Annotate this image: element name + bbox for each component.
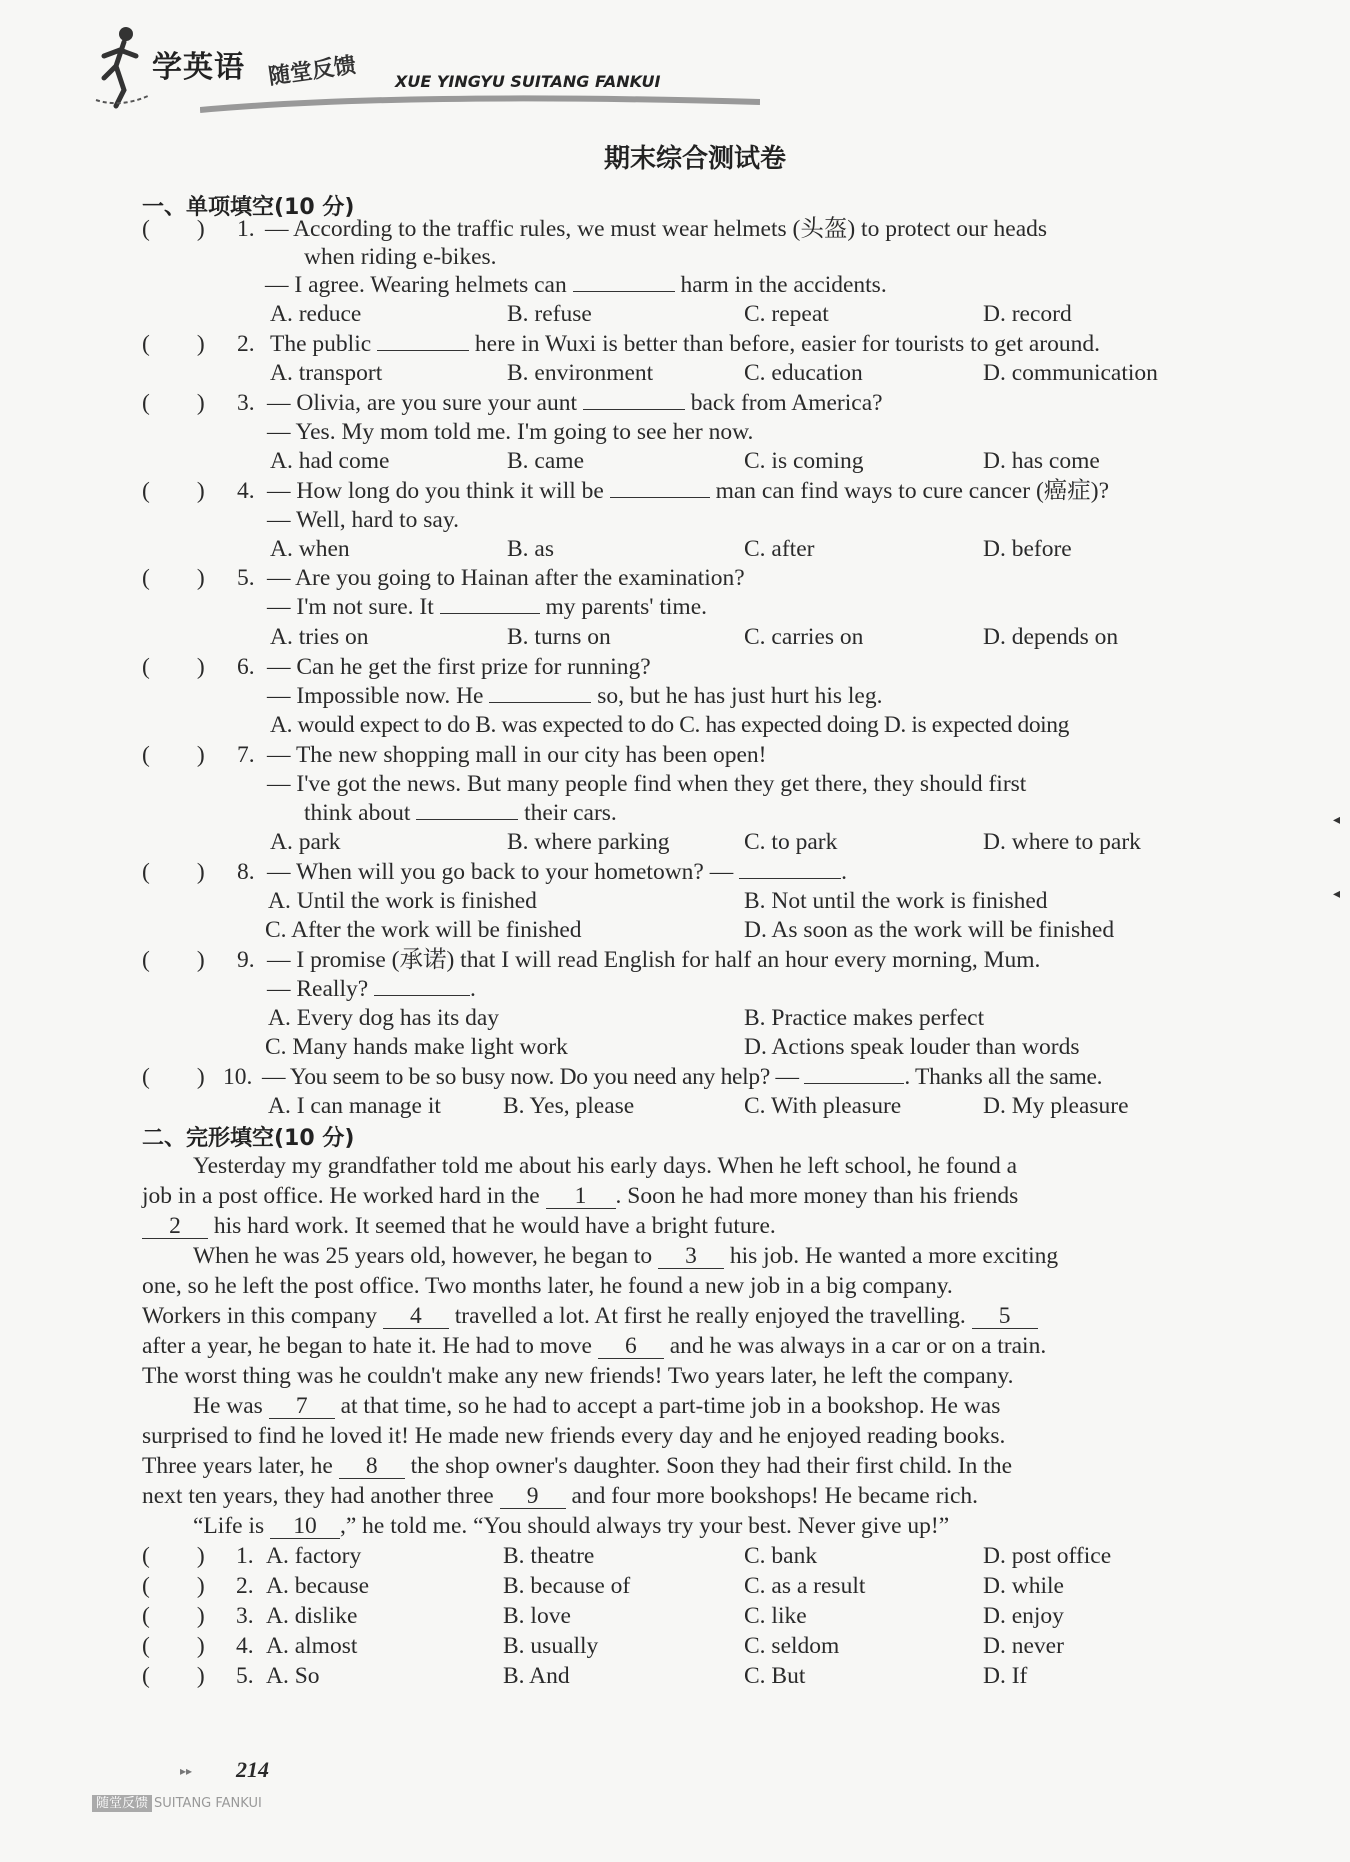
- option: B. refuse: [507, 301, 592, 327]
- option: A. because: [266, 1573, 370, 1599]
- option: D. As soon as the work will be finished: [744, 917, 1115, 943]
- option: C. But: [744, 1663, 806, 1689]
- question-text: The public here in Wuxi is better than before, easier for tourists to get around.: [270, 331, 1100, 357]
- question-number: 4.: [236, 1633, 254, 1659]
- question-text: — Well, hard to say.: [267, 507, 459, 533]
- option: A. when: [270, 536, 350, 562]
- option: B. Not until the work is finished: [744, 888, 1048, 914]
- passage-line: Workers in this company 4 travelled a lot. At first he really enjoyed the travelling. 5: [142, 1301, 1038, 1331]
- question-number: 9.: [237, 947, 255, 973]
- question-text: — You seem to be so busy now. Do you need any help? — . Thanks all the same.: [262, 1064, 1103, 1090]
- passage-line: surprised to find he loved it! He made new friends every day and he enjoyed reading books.: [142, 1423, 1006, 1449]
- answer-paren[interactable]: ( ): [142, 216, 205, 242]
- answer-blank[interactable]: [739, 878, 841, 879]
- question-number: 2.: [237, 331, 255, 357]
- answer-blank[interactable]: [573, 291, 675, 292]
- question-number: 8.: [237, 859, 255, 885]
- cloze-blank[interactable]: 9: [500, 1484, 566, 1509]
- page-number: 214: [236, 1757, 269, 1782]
- answer-blank[interactable]: [804, 1083, 904, 1084]
- option: C. After the work will be finished: [265, 917, 582, 943]
- option: B. Practice makes perfect: [744, 1005, 985, 1031]
- book-title-cn: 学英语: [152, 50, 245, 85]
- option: B. theatre: [503, 1543, 595, 1569]
- option: B. where parking: [507, 829, 670, 855]
- passage-line: 2 his hard work. It seemed that he would have a bright future.: [142, 1211, 776, 1241]
- option: A. transport: [270, 360, 383, 386]
- option: A. I can manage it: [268, 1093, 441, 1119]
- section2-heading: 二、完形填空(10 分): [142, 1126, 355, 1151]
- option: A. tries on: [270, 624, 369, 650]
- question-number: 2.: [236, 1573, 254, 1599]
- option: D. while: [983, 1573, 1064, 1599]
- option: A. almost: [266, 1633, 358, 1659]
- option: A. reduce: [270, 301, 362, 327]
- option: C. bank: [744, 1543, 818, 1569]
- answer-paren[interactable]: ( ): [142, 565, 205, 591]
- answer-paren[interactable]: ( ): [142, 1573, 205, 1599]
- book-header: [90, 20, 690, 110]
- passage-line: He was 7 at that time, so he had to accept a part-time job in a bookshop. He was: [193, 1393, 1001, 1419]
- option: A. park: [270, 829, 341, 855]
- answer-paren[interactable]: ( ): [142, 654, 205, 680]
- option: A. Every dog has its day: [268, 1005, 500, 1031]
- margin-mark-icon: ◂: [1333, 886, 1341, 902]
- option: C. as a result: [744, 1573, 866, 1599]
- page-arrows-icon: ▸▸: [180, 1764, 193, 1778]
- question-text: — How long do you think it will be man can find ways to cure cancer (癌症)?: [267, 478, 1110, 504]
- option: B. And: [503, 1663, 570, 1689]
- question-number: 5.: [237, 565, 255, 591]
- answer-paren[interactable]: ( ): [142, 390, 205, 416]
- question-text: — I agree. Wearing helmets can harm in the accidents.: [265, 272, 887, 298]
- passage-line: job in a post office. He worked hard in the 1 . Soon he had more money than his friends: [142, 1183, 1019, 1209]
- cloze-blank[interactable]: 8: [339, 1454, 405, 1479]
- option: D. has come: [983, 448, 1100, 474]
- option: D. communication: [983, 360, 1158, 386]
- answer-paren[interactable]: ( ): [142, 742, 205, 768]
- passage-line: one, so he left the post office. Two months later, he found a new job in a big company.: [142, 1273, 953, 1299]
- answer-blank[interactable]: [416, 819, 518, 820]
- option: D. before: [983, 536, 1072, 562]
- option: D. depends on: [983, 624, 1119, 650]
- option: C. education: [744, 360, 863, 386]
- question-number: 1.: [236, 1543, 254, 1569]
- option: D. Actions speak louder than words: [744, 1034, 1080, 1060]
- book-title-en: XUE YINGYU SUITANG FANKUI: [395, 72, 661, 91]
- footer-logo-en: SUITANG FANKUI: [154, 1796, 262, 1811]
- question-number: 10.: [223, 1064, 253, 1090]
- answer-paren[interactable]: ( ): [142, 1543, 205, 1569]
- cloze-blank[interactable]: 7: [269, 1394, 335, 1419]
- cloze-blank[interactable]: 10: [270, 1514, 340, 1539]
- passage-line: Yesterday my grandfather told me about his early days. When he left school, he found a: [193, 1153, 1018, 1179]
- question-number: 3.: [236, 1603, 254, 1629]
- option: A. had come: [270, 448, 390, 474]
- option: B. love: [503, 1603, 571, 1629]
- option: C. to park: [744, 829, 838, 855]
- option: C. like: [744, 1603, 807, 1629]
- option: B. usually: [503, 1633, 599, 1659]
- question-number: 7.: [237, 742, 255, 768]
- answer-paren[interactable]: ( ): [142, 478, 205, 504]
- passage-line: next ten years, they had another three 9 and four more bookshops! He became rich.: [142, 1483, 978, 1509]
- answer-blank[interactable]: [374, 995, 470, 996]
- answer-blank[interactable]: [489, 702, 591, 703]
- option: C. With pleasure: [744, 1093, 902, 1119]
- option: D. where to park: [983, 829, 1141, 855]
- answer-paren[interactable]: ( ): [142, 1633, 205, 1659]
- question-text: — Are you going to Hainan after the examination?: [267, 565, 745, 591]
- answer-paren[interactable]: ( ): [142, 1603, 205, 1629]
- question-text: — Yes. My mom told me. I'm going to see her now.: [267, 419, 754, 445]
- cloze-blank[interactable]: 3: [658, 1244, 724, 1269]
- option: C. after: [744, 536, 815, 562]
- question-text: — Can he get the first prize for running?: [267, 654, 651, 680]
- question-text: — When will you go back to your hometown? — .: [267, 859, 847, 885]
- passage-line: “Life is 10 ,” he told me. “You should always try your best. Never give up!”: [193, 1513, 950, 1539]
- passage-line: Three years later, he 8 the shop owner's daughter. Soon they had their first child. In the: [142, 1453, 1013, 1479]
- option: D. never: [983, 1633, 1064, 1659]
- option: A. So: [266, 1663, 320, 1689]
- answer-blank[interactable]: [583, 409, 685, 410]
- option: A. factory: [266, 1543, 362, 1569]
- passage-line: When he was 25 years old, however, he began to 3 his job. He wanted a more exciting: [193, 1243, 1059, 1269]
- option: C. Many hands make light work: [265, 1034, 568, 1060]
- footer-logo: [92, 1792, 302, 1812]
- question-text: when riding e-bikes.: [304, 244, 497, 270]
- option: A. Until the work is finished: [268, 888, 537, 914]
- question-text: — According to the traffic rules, we must wear helmets (头盔) to protect our heads: [265, 216, 1048, 242]
- option: D. record: [983, 301, 1072, 327]
- option: B. environment: [507, 360, 654, 386]
- option: C. repeat: [744, 301, 829, 327]
- option: C. carries on: [744, 624, 864, 650]
- cloze-blank[interactable]: 1: [546, 1184, 616, 1209]
- question-text: think about their cars.: [304, 800, 617, 826]
- option: B. because of: [503, 1573, 631, 1599]
- question-text: — I promise (承诺) that I will read English for half an hour every morning, Mum.: [267, 947, 1041, 973]
- option: D. enjoy: [983, 1603, 1064, 1629]
- cloze-blank[interactable]: 4: [383, 1304, 449, 1329]
- runner-logo-icon: [90, 20, 150, 110]
- cloze-blank[interactable]: 2: [142, 1214, 208, 1239]
- passage-line: after a year, he began to hate it. He had to move 6 and he was always in a car or on a train.: [142, 1333, 1047, 1359]
- document-title: 期末综合测试卷: [603, 144, 786, 174]
- book-subtitle-cn: 随堂反馈: [266, 52, 358, 90]
- cloze-blank[interactable]: 5: [972, 1304, 1038, 1329]
- question-number: 3.: [237, 390, 255, 416]
- option: D. If: [983, 1663, 1028, 1689]
- option: D. My pleasure: [983, 1093, 1129, 1119]
- header-swoosh-decoration: [200, 88, 760, 118]
- answer-blank[interactable]: [440, 613, 540, 614]
- option: A. dislike: [266, 1603, 358, 1629]
- question-number: 1.: [237, 216, 255, 242]
- option: C. seldom: [744, 1633, 840, 1659]
- option: A. would expect to do B. was expected to do C. has expected doing D. is expected doing: [270, 712, 1070, 738]
- answer-paren[interactable]: ( ): [142, 859, 205, 885]
- answer-paren[interactable]: ( ): [142, 1064, 205, 1090]
- answer-paren[interactable]: ( ): [142, 331, 205, 357]
- answer-paren[interactable]: ( ): [142, 1663, 205, 1689]
- question-number: 5.: [236, 1663, 254, 1689]
- question-text: — I've got the news. But many people find when they get there, they should first: [267, 771, 1027, 797]
- question-text: — Olivia, are you sure your aunt back from America?: [267, 390, 883, 416]
- option: C. is coming: [744, 448, 864, 474]
- answer-blank[interactable]: [377, 350, 469, 351]
- question-text: — Really? .: [267, 976, 476, 1002]
- answer-paren[interactable]: ( ): [142, 947, 205, 973]
- question-number: 6.: [237, 654, 255, 680]
- question-number: 4.: [237, 478, 255, 504]
- option: B. Yes, please: [503, 1093, 635, 1119]
- margin-mark-icon: ◂: [1333, 812, 1341, 828]
- option: B. turns on: [507, 624, 611, 650]
- cloze-blank[interactable]: 6: [598, 1334, 664, 1359]
- option: D. post office: [983, 1543, 1112, 1569]
- option: B. as: [507, 536, 554, 562]
- question-text: — Impossible now. He so, but he has just hurt his leg.: [267, 683, 883, 709]
- option: B. came: [507, 448, 584, 474]
- passage-line: The worst thing was he couldn't make any new friends! Two years later, he left the company.: [142, 1363, 1014, 1389]
- question-text: — I'm not sure. It my parents' time.: [267, 594, 708, 620]
- section1-heading: 一、单项填空(10 分): [142, 195, 355, 220]
- answer-blank[interactable]: [610, 497, 710, 498]
- question-text: — The new shopping mall in our city has been open!: [267, 742, 767, 768]
- footer-logo-cn: 随堂反馈: [92, 1795, 152, 1812]
